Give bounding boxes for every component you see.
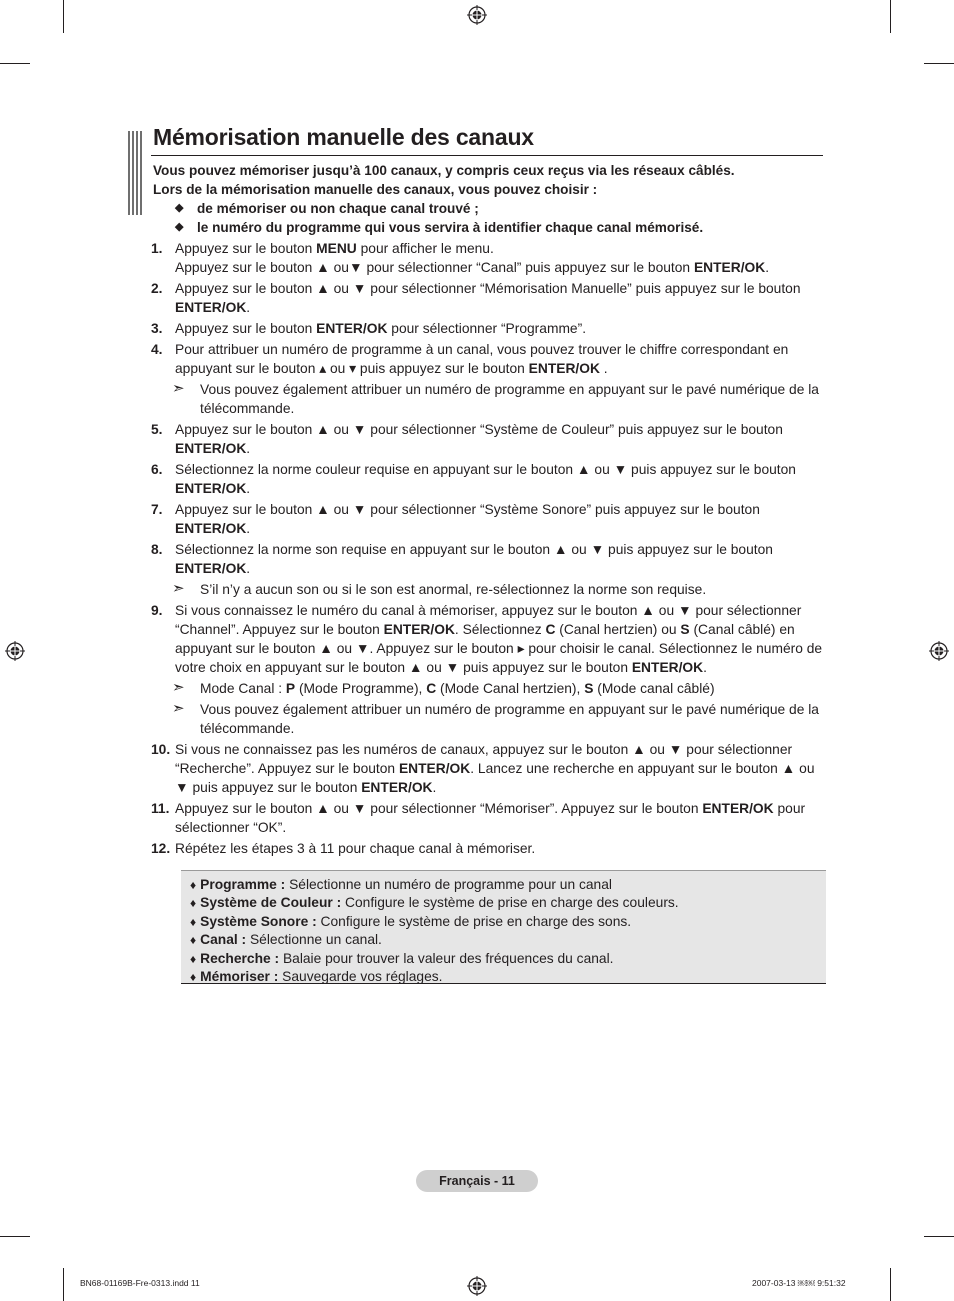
key-label: ENTER/OK: [702, 801, 774, 816]
definition-item: [190, 931, 826, 949]
step-item: [151, 279, 826, 317]
step-text: pour sélectionner “OK”.: [175, 801, 806, 835]
key-label: ENTER/OK: [693, 260, 766, 275]
step-text: S’il n’y a aucun son ou si le son est anormal, re-sélectionnez la norme son requise.: [200, 582, 707, 597]
step-text: . Lancez une recherche en appuyant sur le bouton ▲ ou ▼ puis appuyez sur le bouton: [175, 761, 815, 795]
step-number: 1.: [151, 241, 163, 256]
step-note: [151, 580, 826, 599]
step-text: .: [599, 361, 608, 376]
step-text: Pour attribuer un numéro de programme à un canal, vous pouvez trouver le chiffre correspondant en appuyant sur le bouton ▴ ou ▾ puis appuyez sur le bouton: [175, 342, 789, 376]
definition-desc: Sélectionne un numéro de programme pour un canal: [285, 877, 612, 892]
definition-desc: Configure le système de prise en charge des couleurs.: [341, 895, 679, 911]
key-label: C: [545, 622, 556, 637]
step-item: [151, 319, 826, 338]
definition-desc: Configure le système de prise en charge des sons.: [316, 913, 632, 929]
step-text: Si vous connaissez le numéro du canal à mémoriser, appuyez sur le bouton ▲ ou ▼ pour sélectionner “Channel”. Appuyez sur le bouton: [175, 603, 802, 637]
step-item: [151, 601, 826, 677]
bullet-text: de mémoriser ou non chaque canal trouvé ;: [197, 201, 479, 216]
print-slug-right: 2007-03-13 ￼￼ 9:51:32: [752, 1278, 846, 1288]
crop-mark: [924, 63, 954, 64]
definition-item: [190, 894, 826, 912]
diamond-icon: ♦: [190, 914, 197, 929]
key-label: ENTER/OK: [175, 481, 247, 496]
step-item: [151, 500, 826, 538]
definition-desc: Balaie pour trouver la valeur des fréquences du canal.: [279, 950, 614, 966]
step-text: pour sélectionner “Programme”.: [387, 321, 587, 336]
key-label: P: [285, 681, 296, 696]
crop-mark: [63, 1268, 64, 1301]
step-text: (Mode canal câblé): [593, 681, 715, 696]
diamond-icon: ♦: [190, 878, 197, 892]
step-number: 9.: [151, 603, 163, 618]
page-number-badge: Français - 11: [416, 1170, 538, 1192]
step-text: Mode Canal :: [200, 681, 286, 696]
step-note: [151, 700, 826, 738]
step-text: Appuyez sur le bouton ▲ ou ▼ pour sélectionner “Mémorisation Manuelle” puis appuyez sur le bouton: [175, 281, 801, 296]
step-number: 7.: [151, 502, 163, 517]
registration-mark-icon: [929, 641, 949, 661]
key-label: C: [426, 681, 437, 696]
key-label: S: [680, 622, 690, 637]
step-text: . Sélectionnez: [454, 622, 546, 637]
step-item: [151, 540, 826, 578]
step-number: 3.: [151, 321, 163, 336]
step-note: [151, 679, 826, 698]
diamond-icon: ♦: [190, 933, 197, 948]
note-arrow-icon: ➣: [172, 580, 185, 597]
step-item: [151, 239, 826, 277]
definition-item: [190, 950, 826, 968]
step-text: Répétez les étapes 3 à 11 pour chaque canal à mémoriser.: [175, 841, 536, 856]
step-text: Appuyez sur le bouton ▲ ou ▼ pour sélectionner “Système de Couleur” puis appuyez sur le bouton: [175, 422, 783, 437]
step-text: (Mode Programme),: [295, 681, 427, 696]
key-label: MENU: [316, 241, 357, 256]
key-label: ENTER/OK: [175, 300, 247, 315]
step-number: 10.: [151, 742, 171, 757]
step-text: .: [432, 780, 437, 795]
key-label: ENTER/OK: [175, 561, 247, 576]
page-title: Mémorisation manuelle des canaux: [153, 124, 534, 150]
registration-mark-icon: [5, 641, 25, 661]
step-text: Appuyez sur le bouton ▲ ou▼ pour sélectionner “Canal” puis appuyez sur le bouton: [175, 260, 694, 275]
key-label: ENTER/OK: [361, 780, 433, 795]
note-arrow-icon: ➣: [172, 380, 185, 397]
key-label: ENTER/OK: [383, 622, 455, 637]
step-text: Vous pouvez également attribuer un numéro de programme en appuyant sur le pavé numérique de la télécommande.: [200, 702, 819, 736]
crop-mark: [63, 0, 64, 33]
step-text: Sélectionnez la norme couleur requise en appuyant sur le bouton ▲ ou ▼ puis appuyez sur le bouton: [175, 462, 796, 477]
key-label: S: [584, 681, 594, 696]
definition-item: [190, 968, 826, 986]
step-item: [151, 340, 826, 378]
step-number: 5.: [151, 422, 163, 437]
definitions-box: [181, 870, 826, 984]
step-text: pour afficher le menu.: [356, 241, 494, 256]
step-text: Sélectionnez la norme son requise en appuyant sur le bouton ▲ ou ▼ puis appuyez sur le bouton: [175, 542, 773, 557]
intro-bullets: [175, 199, 815, 237]
step-number: 6.: [151, 462, 163, 477]
crop-mark: [890, 1268, 891, 1301]
step-note: [151, 380, 826, 418]
registration-mark-icon: [467, 1276, 487, 1296]
step-text: Appuyez sur le bouton ▲ ou ▼ pour sélectionner “Mémoriser”. Appuyez sur le bouton: [175, 801, 703, 816]
steps-list: [151, 239, 826, 860]
diamond-icon: ◆: [175, 221, 184, 233]
step-text: .: [703, 660, 707, 675]
crop-mark: [0, 1236, 30, 1237]
title-rule: [151, 155, 823, 156]
step-text: Si vous ne connaissez pas les numéros de canaux, appuyez sur le bouton ▲ ou ▼ pour sélectionner “Recherche”. Appuyez sur le bouton: [175, 742, 793, 776]
definition-term: Programme :: [200, 877, 286, 892]
note-arrow-icon: ➣: [172, 700, 185, 717]
bullet-item: [175, 218, 815, 237]
step-text: (Mode Canal hertzien),: [436, 681, 585, 696]
print-slug-left: BN68-01169B-Fre-0313.indd 11: [80, 1278, 200, 1288]
crop-mark: [924, 1236, 954, 1237]
step-text: .: [765, 260, 770, 275]
definition-term: Canal :: [200, 932, 247, 948]
bullet-text: le numéro du programme qui vous servira à identifier chaque canal mémorisé.: [197, 220, 704, 235]
definitions-list: [181, 871, 826, 986]
diamond-icon: ◆: [175, 202, 184, 214]
key-label: ENTER/OK: [398, 761, 471, 776]
step-number: 11.: [151, 801, 170, 816]
key-label: ENTER/OK: [316, 321, 388, 336]
definition-desc: Sauvegarde vos réglages.: [278, 969, 443, 985]
definition-term: Recherche :: [200, 950, 280, 966]
definition-term: Mémoriser :: [200, 969, 279, 985]
step-item: [151, 839, 826, 858]
diamond-icon: ♦: [190, 970, 197, 985]
key-label: ENTER/OK: [175, 441, 247, 456]
bullet-item: [175, 199, 815, 218]
definition-item: [190, 913, 826, 931]
step-item: [151, 460, 826, 498]
step-text: .: [246, 441, 251, 456]
registration-mark-icon: [467, 5, 487, 25]
note-arrow-icon: ➣: [172, 679, 185, 696]
step-number: 2.: [151, 281, 163, 296]
definition-item: [190, 876, 826, 894]
key-label: ENTER/OK: [631, 660, 704, 675]
step-number: 12.: [151, 841, 171, 856]
title-side-bars: [128, 131, 144, 215]
step-number: 8.: [151, 542, 163, 557]
step-text: (Canal câblé) en appuyant sur le bouton ▲ ou ▼. Appuyez sur le bouton ▸ pour choisir le canal. Sélectionnez le numéro de votre choix en appuyant sur le bouton ▲ ou ▼ puis appuyez sur le bouton: [175, 622, 823, 675]
definition-term: Système de Couleur :: [200, 895, 342, 911]
diamond-icon: ♦: [190, 951, 197, 966]
step-text: .: [246, 561, 251, 576]
key-label: ENTER/OK: [175, 521, 247, 536]
step-item: [151, 420, 826, 458]
step-text: .: [246, 300, 251, 315]
crop-mark: [890, 0, 891, 33]
step-text: Appuyez sur le bouton ▲ ou ▼ pour sélectionner “Système Sonore” puis appuyez sur le bouton: [175, 502, 760, 517]
intro-line: Vous pouvez mémoriser jusqu’à 100 canaux, y compris ceux reçus via les réseaux câblés.: [153, 163, 735, 178]
step-text: .: [246, 521, 251, 536]
key-label: ENTER/OK: [528, 361, 600, 376]
step-text: Appuyez sur le bouton: [175, 241, 317, 256]
step-text: (Canal hertzien) ou: [555, 622, 681, 637]
step-item: [151, 799, 826, 837]
definition-desc: Sélectionne un canal.: [246, 932, 382, 948]
step-text: Appuyez sur le bouton: [175, 321, 317, 336]
intro-text: [153, 161, 823, 199]
diamond-icon: ♦: [190, 896, 197, 911]
step-number: 4.: [151, 342, 163, 357]
intro-line: Lors de la mémorisation manuelle des canaux, vous pouvez choisir :: [153, 182, 598, 197]
crop-mark: [0, 63, 30, 64]
step-text: .: [246, 481, 251, 496]
step-item: [151, 740, 826, 797]
definition-term: Système Sonore :: [200, 913, 317, 929]
step-text: Vous pouvez également attribuer un numéro de programme en appuyant sur le pavé numérique de la télécommande.: [200, 382, 819, 416]
